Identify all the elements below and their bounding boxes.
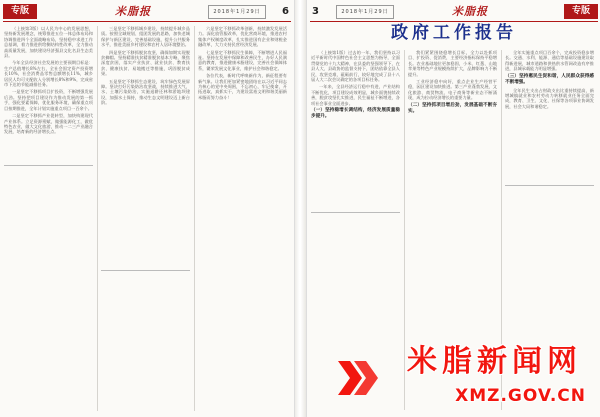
section-rule xyxy=(4,165,93,166)
paragraph: 一年来，全县经济运行稳中有进，产业结构不断优化，项目建设成效明显，城乡面貌持续改善，脱贫攻坚扎实推进，民生福祉不断增进，各项社会事业全面进步。 xyxy=(311,84,400,106)
column-divider xyxy=(404,50,405,410)
paragraph: 各位代表，新时代呼唤新作为，新征程要有新气象。让我们更加紧密地团结在以习近平同志为核心的党中央周围，不忘初心，牢记使命，开拓进取，真抓实干，为建设富裕文明和谐美丽新米脂而努力奋斗！ xyxy=(198,73,287,100)
paragraph: 工业经济稳中向好，重点企业生产经营平稳，园区建设加快推进。第三产业蓬勃发展，文化旅游、商贸物流、电子商务等新业态不断涌现，成为拉动经济增长的重要力量。 xyxy=(408,79,497,101)
watermark-site-name: 米脂新闻网 xyxy=(407,344,582,379)
text-column-1 xyxy=(4,26,93,414)
paragraph: 七是坚定不移抓民生保障，不断增进人民福祉。坚持在发展中保障和改善民生，办好人民满意的教育，推进健康米脂建设，完善社会保障体系，繁荣发展文化事业，维护社会和谐稳定。 xyxy=(198,49,287,71)
paragraph: （上接第1版）过去的一年，我们坚持以习近平新时代中国特色社会主义思想为指导，全面贯彻党的十九大精神，在县委的坚强领导下，在县人大、县政协的监督支持下，团结依靠全县人民，攻坚克难，砥砺前行，较好地完成了县十八届人大二次会议确定的各项目标任务。 xyxy=(311,50,400,83)
paper-name: 米脂报 xyxy=(115,5,151,18)
column-divider xyxy=(501,50,502,410)
paragraph: 我们紧紧围绕稳增长目标，全力以赴抓项目、扩投资、促消费，主要经济指标保持平稳增长。农业基础地位更加稳固，小米、红葱、山地苹果等特色产业规模持续扩大，品牌影响力不断提升。 xyxy=(408,50,497,77)
section-label: 专版 xyxy=(3,4,37,19)
paper-name: 米脂报 xyxy=(452,5,488,18)
page-masthead xyxy=(3,3,291,22)
column-divider xyxy=(194,26,195,411)
newspaper-page-right xyxy=(306,0,600,417)
text-column-2 xyxy=(408,50,497,412)
section-rule xyxy=(505,185,594,186)
page-gutter xyxy=(294,0,306,417)
text-column-1 xyxy=(311,50,400,412)
issue-date: 2018年1月29日 xyxy=(208,5,266,19)
newspaper-page-left xyxy=(0,0,295,417)
paragraph: 四是坚定不移抓脱贫攻坚，确保如期实现脱贫摘帽。坚持精准扶贫精准脱贫基本方略，聚焦深度贫困，落实产业扶贫、就业扶贫、教育扶贫、健康扶贫、易地搬迁等措施，巩固脱贫成果。 xyxy=(101,49,190,77)
section-label: 专版 xyxy=(564,4,598,19)
paragraph: 今年全县经济社会发展的主要预期目标是：生产总值增长8%左右，全社会固定资产投资增长10%，社会消费品零售总额增长11%，城乡居民人均可支配收入分别增长8%和9%，完成省市下达的节能减排任务。 xyxy=(4,60,93,88)
paragraph: 全年民生支出占财政支出比重持续提高，新增城镇就业和农村劳动力转移就业任务全面完成，教育、卫生、文化、社保等各项事业协调发展，社会大局和谐稳定。 xyxy=(505,87,594,109)
text-column-2 xyxy=(101,26,190,414)
paragraph: 六是坚定不移抓改革创新，持续激发发展活力。深化放管服改革，优化营商环境，推进农村集体产权制度改革，扎实推进国有企业和财税金融改革，大力支持民营经济发展。 xyxy=(198,26,287,48)
column-divider xyxy=(97,26,98,411)
text-column-3 xyxy=(505,50,594,412)
subheading: （三）坚持惠民生促和谐，人民群众获得感不断增强。 xyxy=(505,73,594,85)
paragraph: 三是坚定不移抓城乡建设，持续提升城乡品质。按照全域规划、组团发展的思路，加快老城保护与新区建设，完善基础设施，提升公共服务水平，推进美丽乡村建设和农村人居环境整治。 xyxy=(101,26,190,48)
page-number: 3 xyxy=(312,6,319,17)
report-title: 政府工作报告 xyxy=(391,23,517,43)
paragraph: 二是坚定不移抓产业促转型，加快构建现代产业体系。立足资源禀赋，做强能源化工，做优特色农业，做大文化旅游，推动一二三产业融合发展，培育新的经济增长点。 xyxy=(4,113,93,135)
issue-date: 2018年1月29日 xyxy=(336,5,394,19)
paragraph: 一是坚定不移抓项目扩投资，不断增强发展后劲。坚持把项目建设作为推动发展的第一抓手，强化要素保障，优化服务环境，确保重点项目按期推进，全年计划实施重点项目一百余个。 xyxy=(4,89,93,111)
section-rule xyxy=(311,212,400,213)
paragraph: 五是坚定不移抓生态建设，筑牢绿色发展屏障。坚决打好污染防治攻坚战，持续推进大气、水、土壤污染防治，实施退耕还林和淤地坝建设，加强水土保持，推动生态文明建设迈上新台阶。 xyxy=(101,78,190,106)
paragraph: （上接第3版）以人民为中心的发展思想，坚持新发展理念，统筹推进五位一体总体布局和协调推进四个全面战略布局，坚持稳中求进工作总基调，着力推进供给侧结构性改革，全力推动高质量发展，加快建设经济强县文化名县生态美县。 xyxy=(4,26,93,59)
watermark-url: XMZ.GOV.CN xyxy=(455,386,586,406)
subheading: （二）坚持抓项目增后劲，发展基础不断夯实。 xyxy=(408,102,497,114)
page-masthead xyxy=(310,3,598,22)
subheading: （一）坚持稳增长调结构，经济发展质量稳步提升。 xyxy=(311,108,400,120)
paragraph: 全年实施重点项目百余个，完成投资稳步增长。交通、水利、能源、通信等基础设施建设取得新进展，城市道路和供热供水管网改造有序推进，县城承载能力明显增强。 xyxy=(505,50,594,72)
page-number: 6 xyxy=(282,6,289,17)
text-column-3 xyxy=(198,26,287,414)
section-rule xyxy=(101,270,190,271)
